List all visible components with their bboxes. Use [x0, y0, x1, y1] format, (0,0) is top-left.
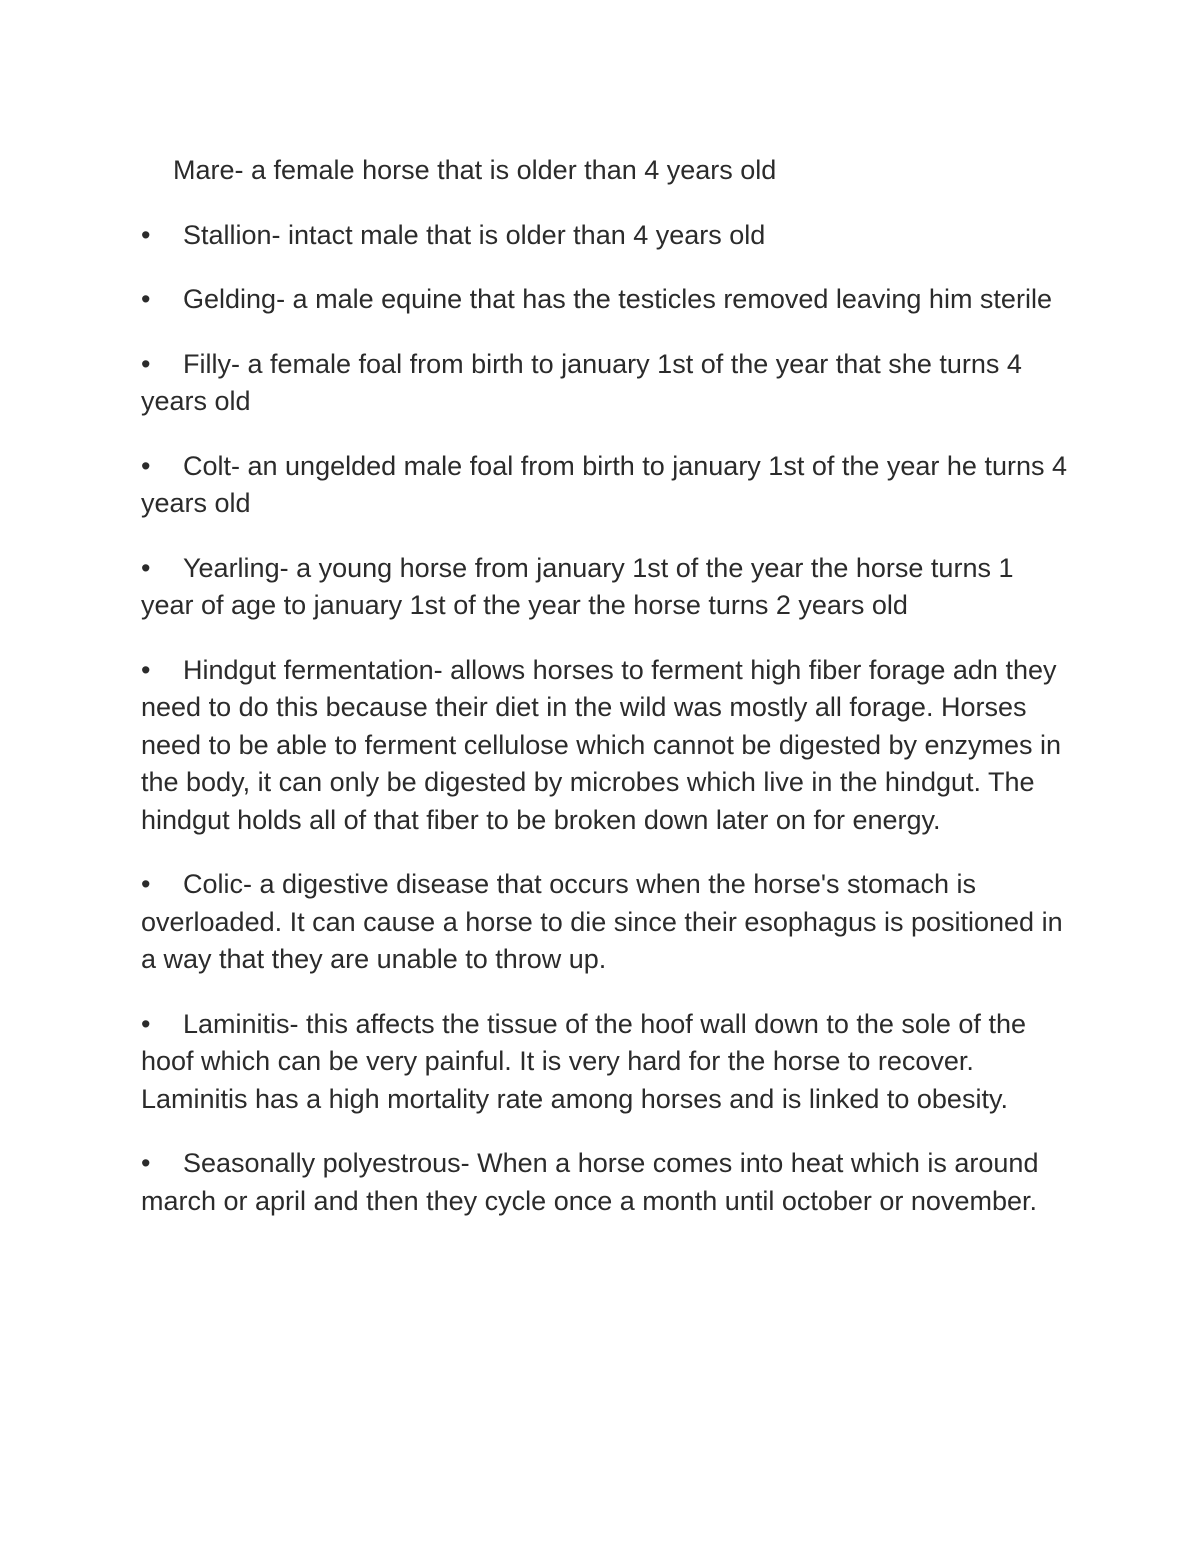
- bullet-icon: •: [141, 654, 151, 685]
- bullet-icon: •: [141, 552, 151, 583]
- definition-stallion: [141, 217, 1071, 255]
- paragraph-text: Hindgut fermentation- allows horses to ferment high fiber forage adn they need to do this because their diet in the wild was mostly all forage. Horses need to be able to ferment cellulose which cannot be digested by enzymes in the body, it can only be digested by microbes which live in the hindgut. The hindgut holds all of that fiber to be broken down later on for energy.: [141, 654, 1062, 835]
- definition-yearling: [141, 550, 1071, 625]
- paragraph-text: Yearling- a young horse from january 1st of the year the horse turns 1 year of age to january 1st of the year the horse turns 2 years old: [141, 552, 1014, 620]
- bullet-icon: •: [141, 1008, 151, 1039]
- paragraph-text: Stallion- intact male that is older than 4 years old: [183, 219, 766, 250]
- bullet-icon: •: [141, 1148, 151, 1178]
- bullet-icon: •: [141, 348, 151, 379]
- bullet-icon: •: [141, 284, 151, 314]
- bullet-icon: •: [141, 869, 151, 899]
- paragraph-text: Colic- a digestive disease that occurs when the horse's stomach is overloaded. It can cause a horse to die since their esophagus is positioned in a way that they are unable to throw up.: [141, 869, 1063, 974]
- definition-gelding: [141, 281, 1071, 319]
- definition-laminitis: [141, 1006, 1071, 1119]
- paragraph-text: Colt- an ungelded male foal from birth to january 1st of the year he turns 4 years old: [141, 450, 1067, 518]
- paragraph-text: Mare- a female horse that is older than 4 years old: [173, 155, 777, 185]
- definition-seasonally-polyestrous: [141, 1145, 1071, 1220]
- definition-colt: [141, 448, 1071, 523]
- bullet-icon: •: [141, 219, 151, 250]
- definition-mare: [141, 152, 1071, 190]
- definition-filly: [141, 346, 1071, 421]
- paragraph-text: Laminitis- this affects the tissue of the hoof wall down to the sole of the hoof which can be very painful. It is very hard for the horse to recover. Laminitis has a high mortality rate among horses and is linked to obesity.: [141, 1008, 1026, 1114]
- paragraph-text: Seasonally polyestrous- When a horse comes into heat which is around march or april and then they cycle once a month until october or november.: [141, 1148, 1039, 1216]
- bullet-icon: •: [141, 450, 151, 481]
- paragraph-text: Filly- a female foal from birth to january 1st of the year that she turns 4 years old: [141, 348, 1022, 416]
- definition-colic: [141, 866, 1071, 979]
- document-body: [141, 152, 1071, 1247]
- paragraph-text: Gelding- a male equine that has the testicles removed leaving him sterile: [183, 284, 1052, 314]
- definition-hindgut-fermentation: [141, 652, 1071, 840]
